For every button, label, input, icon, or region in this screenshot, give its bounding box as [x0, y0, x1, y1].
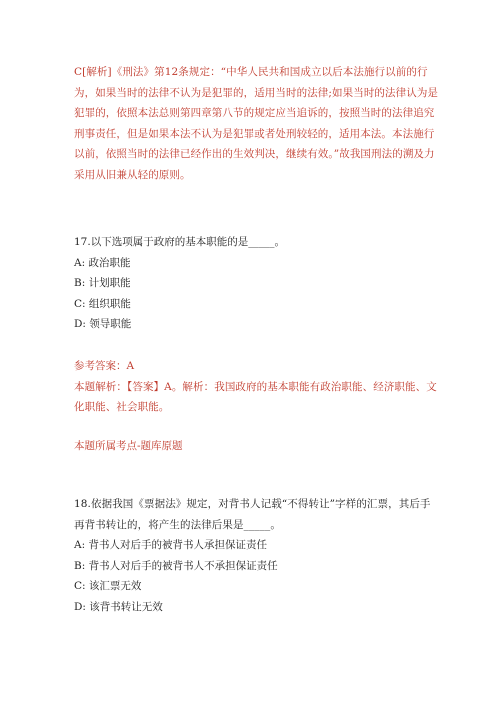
q18-option-d: D: 该背书转让无效 [74, 600, 163, 613]
q18-stem: 18.依据我国《票据法》规定，对背书人记载“不得转让”字样的汇票，其后手再背书转让的，将产生的法律后果是_____。 [74, 498, 431, 531]
q18-option-a: A: 背书人对后手的被背书人承担保证责任 [74, 539, 267, 551]
q17-answer: 参考答案：A [74, 360, 135, 372]
q16-explanation-text: C[解析]《刑法》第12条规定：“中华人民共和国成立以后本法施行以前的行为，如果当时的法律不认为是犯罪的，适用当时的法律;如果当时的法律认为是犯罪的，依照本法总则第四章第八节的规定应当追诉的，按照当时的法律追究刑事责任，但是如果本法不认为是犯罪或者处刑较轻的，适用本法。本法施行以前，依照当时的法律已经作出的生效判决，继续有效。”故我国刑法的溯及力采用从旧兼从轻的原则。 [74, 66, 439, 181]
question-17 [74, 232, 440, 335]
q17-explanation: 本题解析：【答案】A。解析：我国政府的基本职能有政治职能、经济职能、文化职能、社会职能。 [74, 380, 437, 413]
q17-stem: 17.以下选项属于政府的基本职能的是_____。 [74, 236, 285, 248]
q17-option-b: B: 计划职能 [74, 277, 131, 289]
q18-option-b: B: 背书人对后手的被背书人不承担保证责任 [74, 559, 278, 572]
q17-option-a: A: 政治职能 [74, 256, 131, 269]
q16-explanation-block [74, 62, 440, 185]
q18-option-c: C: 该汇票无效 [74, 580, 142, 592]
q17-option-d: D: 领导职能 [74, 318, 132, 330]
question-18 [74, 494, 440, 617]
q17-source-block [74, 436, 440, 457]
q17-answer-block [74, 356, 440, 418]
q17-source: 本题所属考点-题库原题 [74, 440, 183, 452]
q17-option-c: C: 组织职能 [74, 297, 131, 310]
